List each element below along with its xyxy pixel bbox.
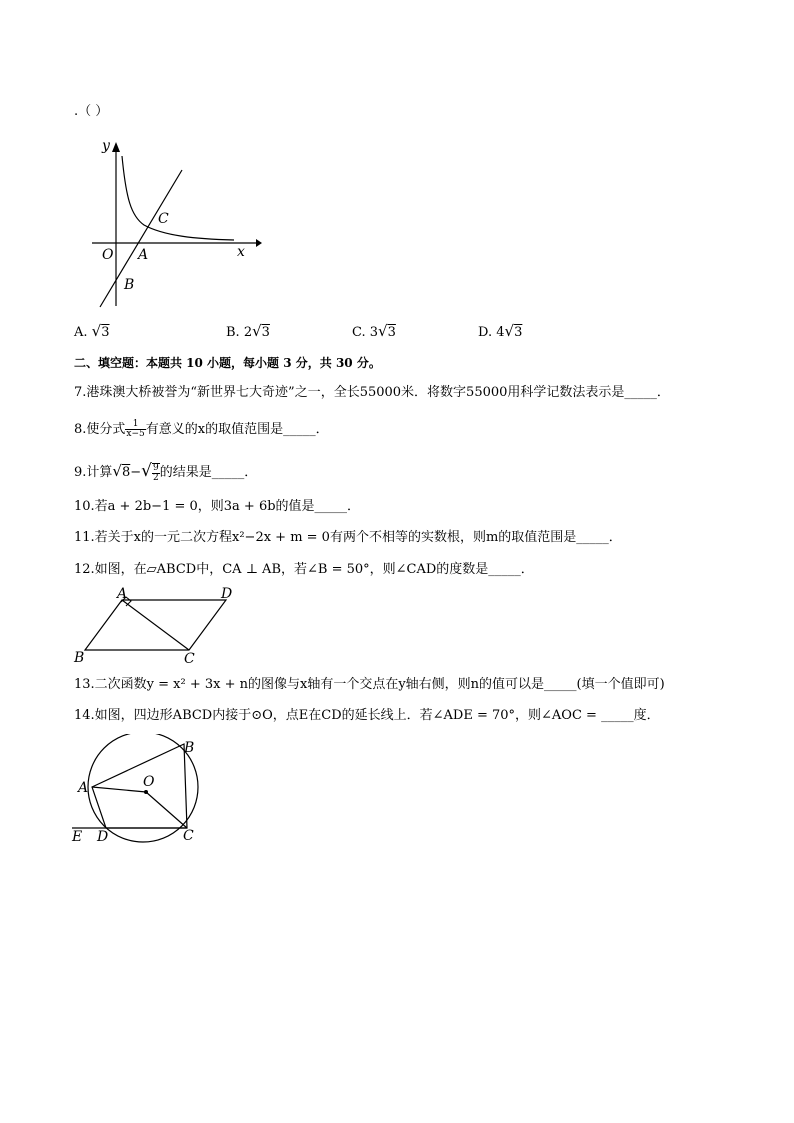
label-a: A (117, 586, 128, 602)
q14-circle-figure (66, 734, 216, 846)
label-e: E (72, 829, 83, 845)
label-c: C (184, 651, 195, 667)
option-c: C. 3√3 (352, 322, 396, 340)
label-b: B (184, 740, 195, 756)
question-9: 9.计算√8−√ $\frac{9}{2}$ 的结果是_____． (74, 461, 258, 483)
label-o: O (102, 247, 114, 263)
label-d: D (221, 586, 233, 602)
question-8: 8.使分式 $\frac{1}{x-5}$ 有意义的x的取值范围是_____． (74, 419, 329, 439)
radii-oa-oc (92, 787, 187, 828)
label-d: D (97, 829, 109, 845)
label-y: y (102, 138, 110, 154)
label-x: x (237, 244, 245, 260)
label-c: C (158, 211, 169, 227)
option-d: D. 4√3 (478, 322, 523, 340)
hyperbola-curve (122, 156, 234, 240)
question-14: 14.如图，四边形ABCD内接于⊙O，点E在CD的延长线上．若∠ADE = 70°，则∠AOC = _____度． (74, 708, 660, 723)
section-2-title: 二、填空题：本题共 10 小题，每小题 3 分，共 30 分。 (74, 356, 381, 370)
q9-fraction: $\frac{9}{2}$ (153, 462, 159, 483)
x-axis-arrow (256, 239, 262, 247)
question-11: 11.若关于x的一元二次方程x²−2x + m = 0有两个不相等的实数根，则m的取值范围是_____． (74, 530, 622, 545)
line-ab (100, 170, 182, 307)
label-o: O (143, 774, 155, 790)
label-b: B (124, 277, 135, 293)
question-7: 7.港珠澳大桥被誉为“新世界七大奇迹”之一，全长55000米．将数字55000用科学记数法表示是_____． (74, 385, 670, 400)
label-b: B (74, 650, 85, 666)
question-10: 10.若a + 2b−1 = 0，则3a + 6b的值是_____． (74, 499, 361, 514)
question-6-tail: .（ ） (74, 104, 109, 119)
label-a: A (78, 780, 89, 796)
q8-fraction: $\frac{1}{x-5}$ (126, 419, 145, 439)
label-a: A (138, 247, 149, 263)
q6-graph-figure (86, 128, 266, 313)
question-13: 13.二次函数y = x² + 3x + n的图像与x轴有一个交点在y轴右侧，则n的值可以是_____(填一个值即可) (74, 677, 665, 692)
center-point (144, 790, 148, 794)
question-12: 12.如图，在▱ABCD中，CA ⊥ AB，若∠B = 50°，则∠CAD的度数是_____． (74, 562, 534, 577)
option-b: B. 2√3 (226, 322, 270, 340)
diagonal-ca (122, 600, 189, 650)
y-axis-arrow (112, 142, 120, 152)
label-c: C (183, 828, 194, 844)
q12-parallelogram-figure (70, 584, 245, 669)
option-a: A. √3 (74, 322, 110, 340)
